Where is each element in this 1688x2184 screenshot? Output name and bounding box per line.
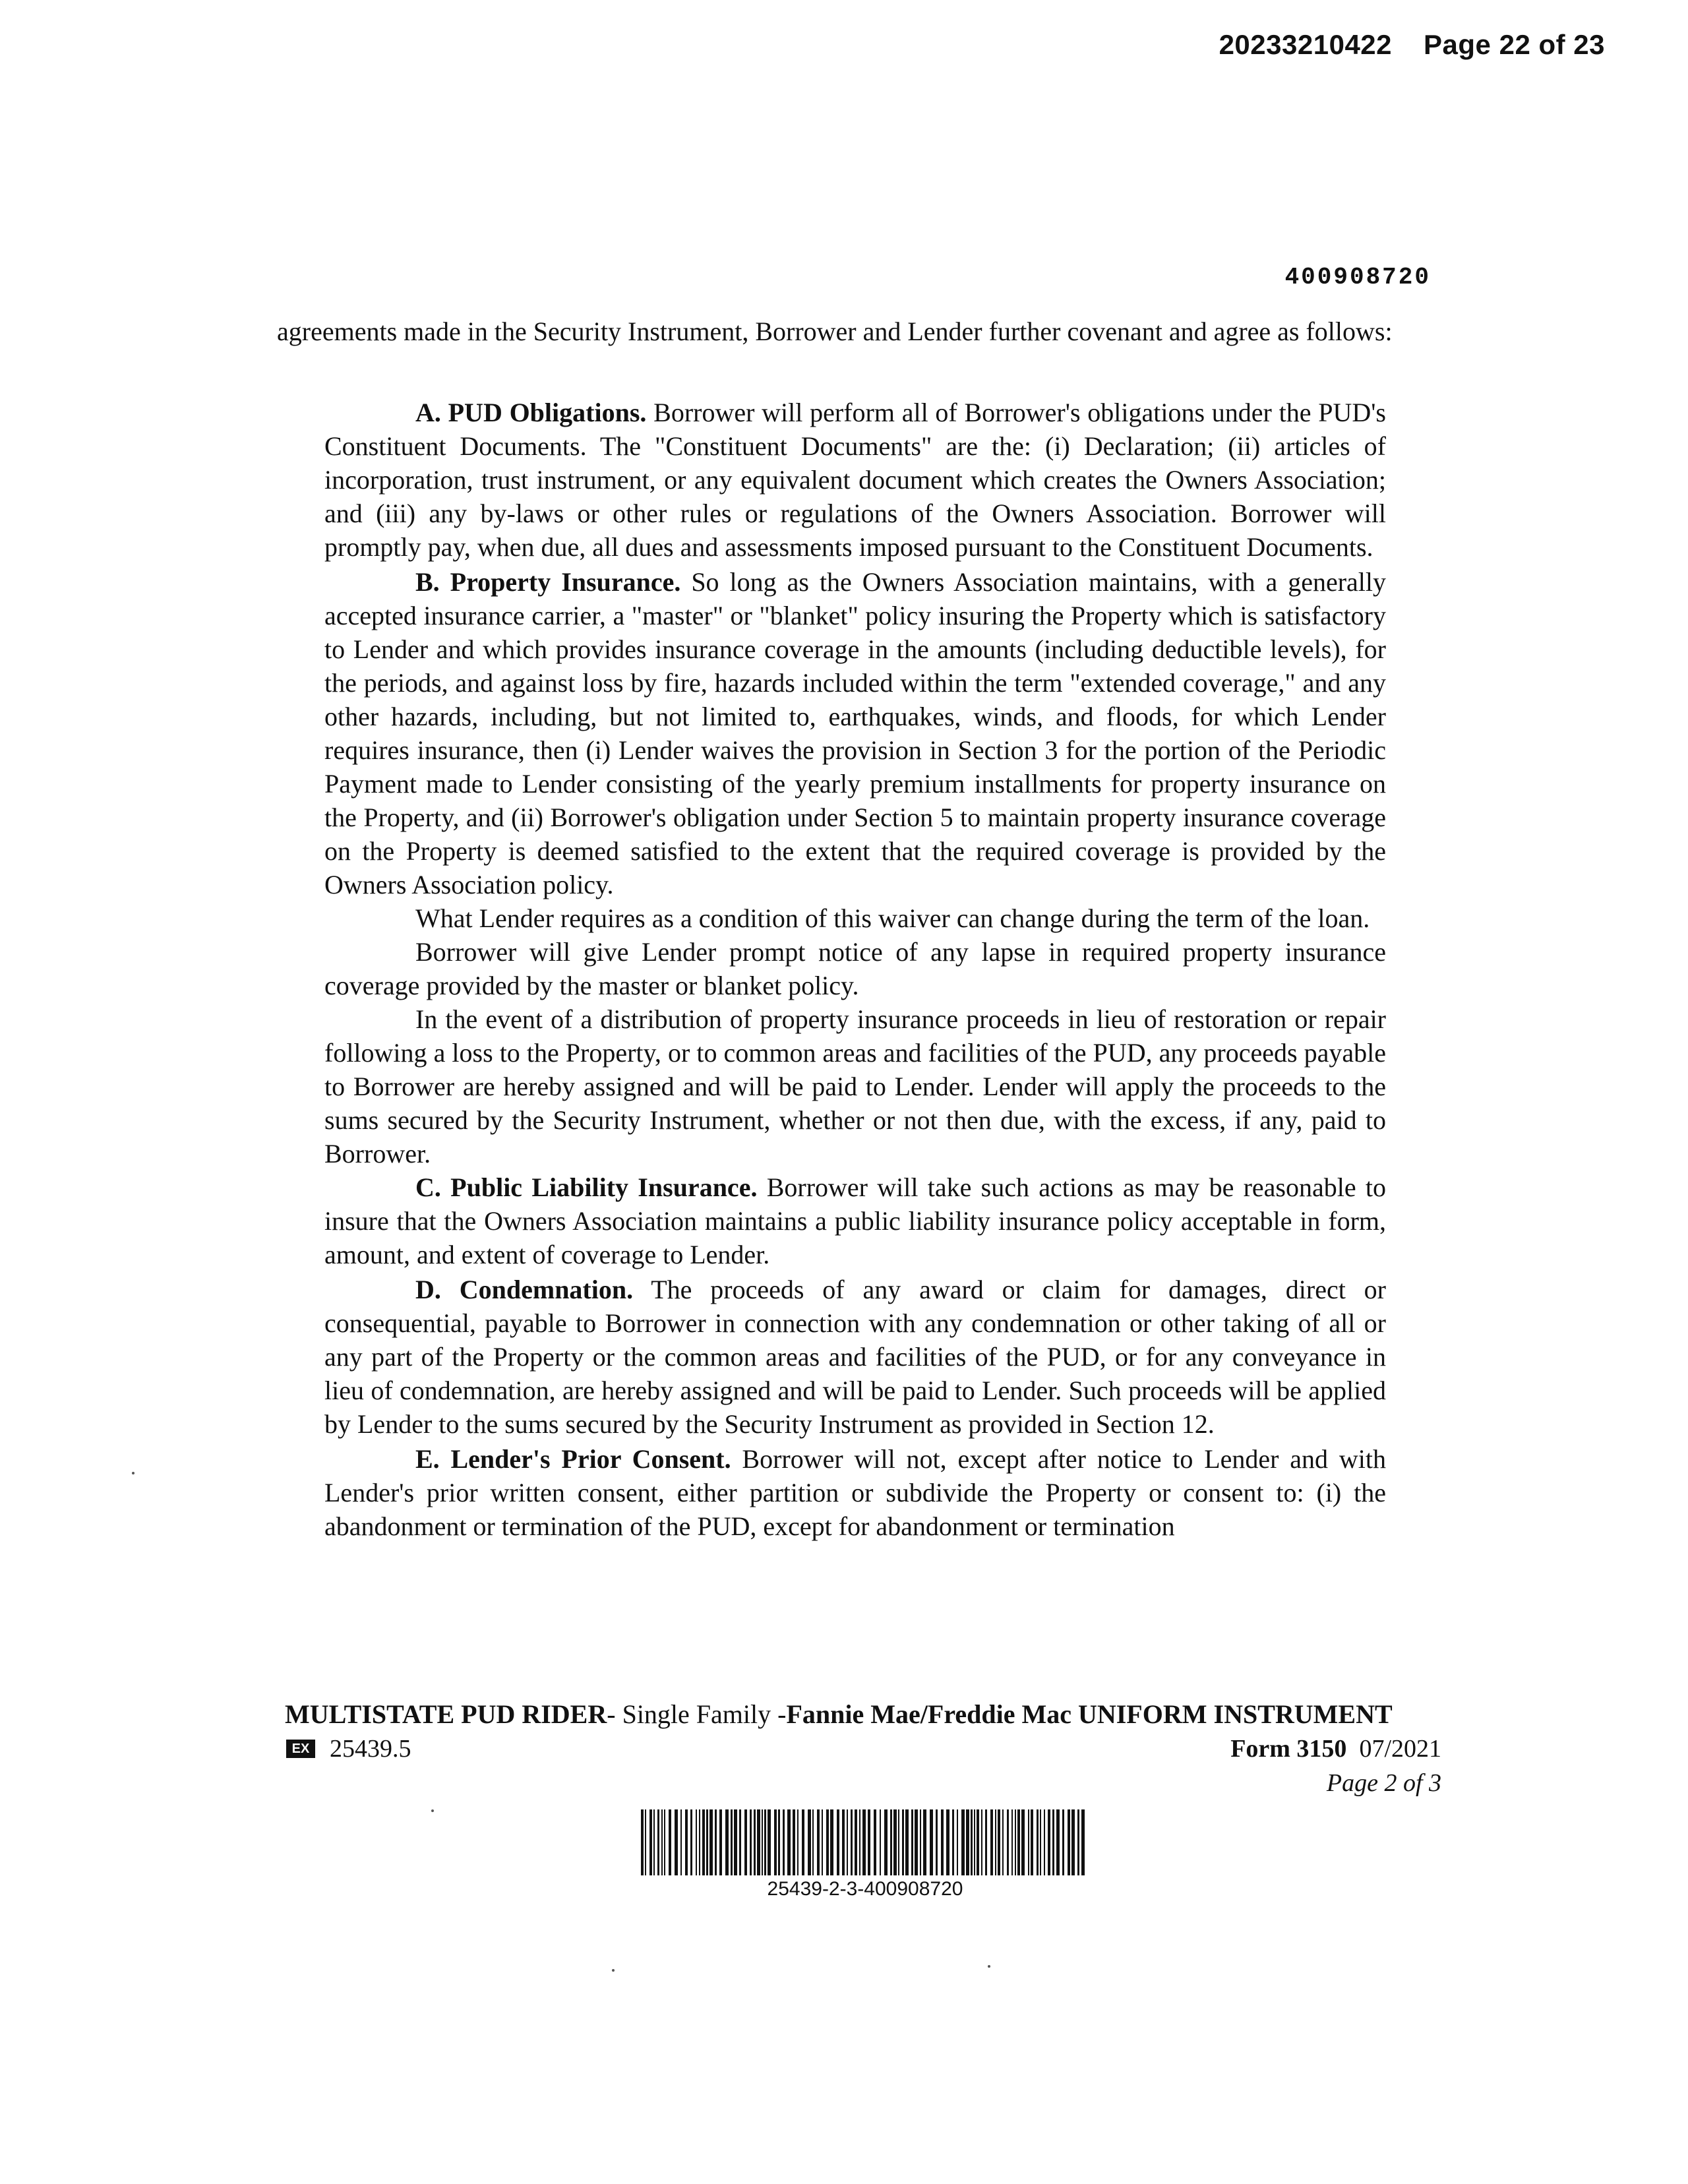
barcode-bar [649,1809,652,1875]
scan-speck [132,1472,135,1474]
barcode-bar [739,1809,741,1875]
barcode-bar [787,1809,791,1875]
barcode-bar [855,1809,857,1875]
barcode-bar [778,1809,780,1875]
barcode-text: 25439-2-3-400908720 [767,1878,963,1900]
barcode [641,1809,1089,1875]
barcode-bar [661,1809,663,1875]
barcode-bar [998,1809,1000,1875]
barcode-bar [783,1809,785,1875]
barcode-bar [902,1809,904,1875]
barcode-bar [859,1809,860,1875]
scan-speck [431,1809,434,1812]
barcode-bar [754,1809,756,1875]
barcode-bar [971,1809,973,1875]
ellie-mae-logo-icon: EX [286,1740,315,1758]
barcode-bar [680,1809,682,1875]
barcode-bar [923,1809,926,1875]
barcode-bar [974,1809,975,1875]
section-d [324,1273,1386,1441]
document-number: 20233210422 [1219,29,1393,60]
barcode-bar [653,1809,655,1875]
barcode-bar [893,1809,897,1875]
barcode-bar [768,1809,771,1875]
barcode-bar [699,1809,700,1875]
barcode-bar [1071,1809,1075,1875]
section-b [324,565,1386,901]
section-b-heading: B. Property Insurance. [415,567,681,597]
barcode-bar [946,1809,950,1875]
section-e-text: Borrower will not, except after notice to Lender and with Lender's prior written consent, either partition or subdivide the Property or consent to: (i) the abandonment or termination of the PUD, except for abandonment or termination [324,1444,1386,1541]
barcode-bar [1002,1809,1004,1875]
barcode-bar [826,1809,829,1875]
barcode-bar [837,1809,839,1875]
barcode-bar [817,1809,820,1875]
barcode-bar [1007,1809,1009,1875]
rider-body [324,396,1386,1543]
barcode-bar [719,1809,722,1875]
barcode-bar [696,1809,697,1875]
barcode-bar [808,1809,811,1875]
barcode-bar [1081,1809,1085,1875]
barcode-bar [1040,1809,1041,1875]
barcode-bar [675,1809,678,1875]
barcode-bar [690,1809,692,1875]
barcode-bar [802,1809,804,1875]
barcode-bar [898,1809,899,1875]
form-title-part-1: MULTISTATE PUD RIDER [285,1699,607,1729]
section-c-heading: C. Public Liability Insurance. [415,1172,758,1202]
section-e-heading: E. Lender's Prior Consent. [415,1444,731,1474]
barcode-bar [764,1809,766,1875]
barcode-bar [920,1809,921,1875]
barcode-bar [957,1809,958,1875]
barcode-bar [657,1809,659,1875]
barcode-bar [812,1809,814,1875]
barcode-bar [822,1809,823,1875]
barcode-bar [1062,1809,1064,1875]
form-number [1230,1734,1441,1763]
barcode-bar [990,1809,993,1875]
barcode-bar [911,1809,913,1875]
section-e [324,1442,1386,1543]
barcode-bar [1028,1809,1029,1875]
barcode-bar [890,1809,892,1875]
loan-number: 400908720 [1284,264,1431,291]
section-a-text: Borrower will perform all of Borrower's obligations under the PUD's Constituent Documents. The "Constituent Documents" are the: (i) Declaration; (ii) articles of incorporation, trust instrument, or any equivalent document which creates the Owners Association; and (iii) any by-laws or other rules or regulations of the Owners Association. Borrower will promptly pay, when due, all dues and assessments imposed pursuant to the Constituent Documents. [324,398,1386,562]
barcode-bar [868,1809,870,1875]
barcode-bar [1011,1809,1013,1875]
section-c [324,1170,1386,1271]
barcode-bar [977,1809,979,1875]
section-d-text: The proceeds of any award or claim for damages, direct or consequential, payable to Borrower in connection with any condemnation or other taking of all or any part of the Property or the common areas and facilities of the PUD, or for any conveyance in lieu of condemnation, are hereby assigned and will be paid to Lender. Such proceeds will be applied by Lender to the sums secured by the Security Instrument as provided in Section 12. [324,1275,1387,1439]
barcode-bar [797,1809,799,1875]
barcode-bar [774,1809,777,1875]
barcode-bar [793,1809,795,1875]
section-b-paragraph-4: In the event of a distribution of property insurance proceeds in lieu of restoration or repair following a loss to the Property, or to common areas and facilities of the PUD, any proceeds payable to Borrower are hereby assigned and will be paid to Lender. Lender will apply the proceeds to the sums secured by the Security Instrument, whether or not then due, with the excess, if any, paid to Borrower. [324,1004,1386,1168]
section-b-paragraph-2: What Lender requires as a condition of this waiver can change during the term of the loan. [415,903,1370,933]
form-code-number: 25439.5 [330,1735,411,1763]
barcode-bar [930,1809,933,1875]
scan-speck [988,1965,990,1968]
section-c-text: Borrower will take such actions as may be reasonable to insure that the Owners Association maintains a public liability insurance policy acceptable in form, amount, and extent of coverage to Lender. [324,1172,1387,1269]
section-a [324,396,1386,564]
section-d-heading: D. Condemnation. [415,1275,634,1304]
barcode-bar [1052,1809,1054,1875]
barcode-bar [1031,1809,1033,1875]
barcode-bar [1068,1809,1070,1875]
barcode-bar [715,1809,717,1875]
barcode-bar [702,1809,705,1875]
barcode-bar [669,1809,671,1875]
barcode-bar [1015,1809,1016,1875]
barcode-bar [985,1809,987,1875]
barcode-bar [750,1809,752,1875]
barcode-bar [706,1809,708,1875]
barcode-bar [952,1809,954,1875]
rider-page-number: Page 2 of 3 [1326,1769,1441,1797]
scan-speck [612,1969,615,1972]
form-title [285,1699,1393,1730]
section-b-paragraph-3: Borrower will give Lender prompt notice of any lapse in required property insurance coverage provided by the master or blanket policy. [324,937,1386,1000]
section-b-text: So long as the Owners Association maintains, with a generally accepted insurance carrier, a "master" or "blanket" policy insuring the Property which is satisfactory to Lender and which provides insurance coverage in the amounts (including deductible levels), for the periods, and against loss by fire, hazards included within the term "extended coverage," and any other hazards, including, but not limited to, earthquakes, winds, and floods, for which Lender requires insurance, then (i) Lender waives the provision in Section 3 for the portion of the Periodic Payment made to Lender consisting of the yearly premium installments for property insurance on the Property, and (ii) Borrower's obligation under Section 5 to maintain property insurance coverage on the Property is deemed satisfied to the extent that the required coverage is provided by the Owners Association policy. [324,567,1386,899]
barcode-bar [884,1809,888,1875]
barcode-bar [842,1809,845,1875]
barcode-bar [1021,1809,1025,1875]
barcode-bar [1017,1809,1020,1875]
barcode-bar [961,1809,965,1875]
form-title-part-3: Fannie Mae/Freddie Mac UNIFORM INSTRUMENT [786,1699,1393,1729]
barcode-bar [734,1809,737,1875]
barcode-bar [641,1809,644,1875]
barcode-bar [744,1809,747,1875]
form-date: 07/2021 [1359,1735,1441,1763]
barcode-bar [1044,1809,1045,1875]
recording-stamp [1219,29,1605,61]
section-a-heading: A. PUD Obligations. [415,398,647,427]
barcode-bar [685,1809,688,1875]
barcode-bar [847,1809,848,1875]
barcode-bar [1048,1809,1050,1875]
barcode-bar [725,1809,729,1875]
barcode-bar [731,1809,733,1875]
barcode-bar [981,1809,982,1875]
barcode-bar [880,1809,881,1875]
barcode-bar [709,1809,713,1875]
form-code [286,1734,411,1763]
barcode-bar [645,1809,646,1875]
barcode-bar [664,1809,665,1875]
barcode-bar [1056,1809,1060,1875]
barcode-bar [1037,1809,1039,1875]
form-label: Form 3150 [1230,1735,1347,1763]
barcode-bar [874,1809,876,1875]
barcode-bar [915,1809,918,1875]
barcode-bar [1077,1809,1079,1875]
barcode-bar [851,1809,853,1875]
form-title-part-2: - Single Family - [607,1699,787,1729]
barcode-bar [941,1809,944,1875]
barcode-bar [757,1809,760,1875]
intro-paragraph: agreements made in the Security Instrument, Borrower and Lender further covenant and agree as follows: [277,317,1393,346]
barcode-bar [936,1809,938,1875]
barcode-bar [905,1809,909,1875]
page-indicator: Page 22 of 23 [1424,29,1605,60]
barcode-bar [862,1809,866,1875]
barcode-bar [995,1809,996,1875]
barcode-bar [966,1809,969,1875]
barcode-bar [830,1809,833,1875]
barcode-bar [762,1809,763,1875]
